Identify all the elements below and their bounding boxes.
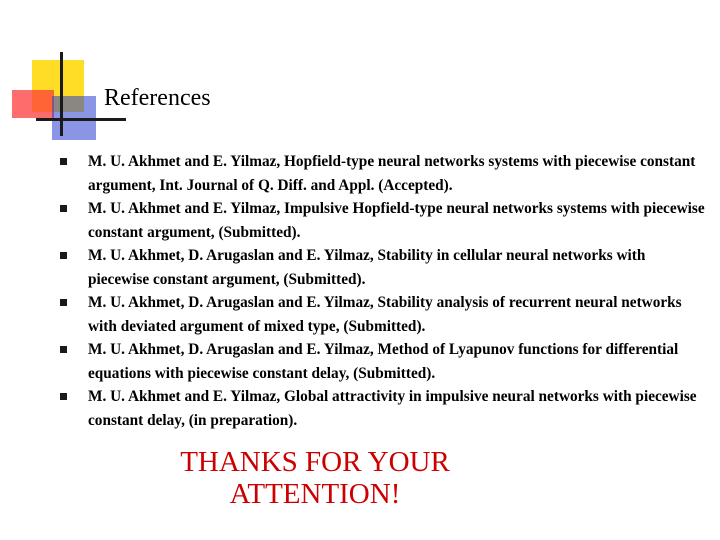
bullet-icon	[60, 393, 67, 400]
reference-item	[60, 197, 710, 244]
reference-text: M. U. Akhmet, D. Arugaslan and E. Yilmaz, Stability in cellular neural networks with piecewise constant argument, (Submitted).	[88, 247, 646, 288]
reference-text: M. U. Akhmet and E. Yilmaz, Impulsive Hopfield-type neural networks systems with piecewise constant argument, (Submitted).	[88, 200, 705, 241]
reference-list	[60, 150, 710, 432]
bullet-icon	[60, 299, 67, 306]
decorative-red-square	[12, 90, 54, 118]
reference-text: M. U. Akhmet, D. Arugaslan and E. Yilmaz, Method of Lyapunov functions for differential equations with piecewise constant delay, (Submitted).	[88, 341, 679, 382]
reference-text: M. U. Akhmet, D. Arugaslan and E. Yilmaz, Stability analysis of recurrent neural networks with deviated argument of mixed type, (Submitted).	[88, 294, 682, 335]
reference-text: M. U. Akhmet and E. Yilmaz, Global attractivity in impulsive neural networks with piecewise constant delay, (in preparation).	[88, 388, 697, 429]
decorative-horizontal-line	[36, 118, 126, 121]
slide-title: References	[104, 85, 211, 111]
bullet-icon	[60, 252, 67, 259]
reference-item	[60, 385, 710, 432]
thanks-message	[150, 446, 480, 510]
bullet-icon	[60, 205, 67, 212]
bullet-icon	[60, 346, 67, 353]
reference-item	[60, 338, 710, 385]
reference-item	[60, 291, 710, 338]
reference-item	[60, 244, 710, 291]
decorative-vertical-line	[60, 52, 63, 136]
reference-text: M. U. Akhmet and E. Yilmaz, Hopfield-type neural networks systems with piecewise constant argument, Int. Journal of Q. Diff. and Appl. (Accepted).	[88, 153, 696, 194]
bullet-icon	[60, 158, 67, 165]
reference-item	[60, 150, 710, 197]
thanks-line-1: THANKS FOR YOUR	[180, 446, 450, 478]
thanks-line-2: ATTENTION!	[229, 478, 401, 510]
